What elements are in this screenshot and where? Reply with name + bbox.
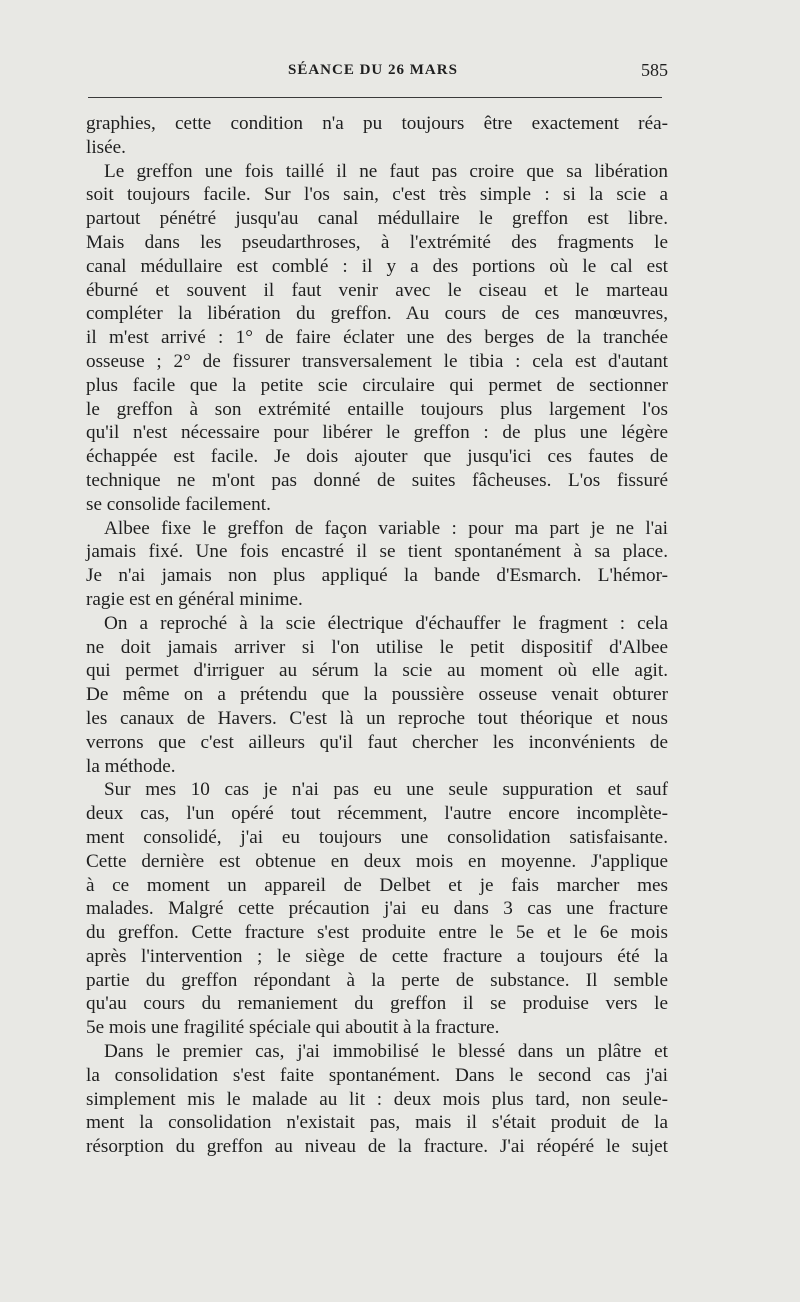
- text-line: à ce moment un appareil de Delbet et je fais marcher mes: [86, 874, 668, 896]
- text-line: éburné et souvent il faut venir avec le ciseau et le marteau: [86, 279, 668, 301]
- text-line: malades. Malgré cette précaution j'ai eu dans 3 cas une fracture: [86, 898, 668, 920]
- paragraph: [86, 1040, 668, 1159]
- text-line: ment la consolidation n'existait pas, mais il s'était produit de la: [86, 1112, 668, 1134]
- header-rule: [88, 97, 662, 98]
- page-header: [88, 62, 668, 86]
- text-line: De même on a prétendu que la poussière osseuse venait obturer: [86, 684, 668, 706]
- text-line: Mais dans les pseudarthroses, à l'extrémité des fragments le: [86, 231, 668, 253]
- body-text: [86, 112, 668, 1159]
- text-line: Sur mes 10 cas je n'ai pas eu une seule suppuration et sauf: [104, 779, 668, 801]
- text-line: résorption du greffon au niveau de la fracture. J'ai réopéré le sujet: [86, 1136, 668, 1158]
- text-line: qui permet d'irriguer au sérum la scie au moment où elle agit.: [86, 660, 668, 682]
- text-line: Cette dernière est obtenue en deux mois en moyenne. J'applique: [86, 850, 668, 872]
- page-number: 585: [641, 60, 668, 80]
- text-line: soit toujours facile. Sur l'os sain, c'est très simple : si la scie a: [86, 184, 668, 206]
- text-line: échappée est facile. Je dois ajouter que jusqu'ici ces fautes de: [86, 446, 668, 468]
- text-line: ragie est en général minime.: [86, 588, 303, 610]
- paragraph: [86, 112, 668, 160]
- text-line: simplement mis le malade au lit : deux mois plus tard, non seule-: [86, 1088, 668, 1110]
- paragraph: [86, 778, 668, 1040]
- text-line: partie du greffon répondant à la perte de substance. Il semble: [86, 969, 668, 991]
- text-line: ment consolidé, j'ai eu toujours une consolidation satisfaisante.: [86, 826, 668, 848]
- text-line: jamais fixé. Une fois encastré il se tient spontanément à sa place.: [86, 541, 668, 563]
- text-line: Le greffon une fois taillé il ne faut pas croire que sa libération: [104, 160, 668, 182]
- text-line: deux cas, l'un opéré tout récemment, l'autre encore incomplète-: [86, 803, 668, 825]
- running-title: SÉANCE DU 26 MARS: [288, 62, 458, 78]
- text-line: les canaux de Havers. C'est là un reproche tout théorique et nous: [86, 707, 668, 729]
- text-line: la méthode.: [86, 755, 176, 777]
- text-line: verrons que c'est ailleurs qu'il faut chercher les inconvénients de: [86, 731, 668, 753]
- text-line: lisée.: [86, 136, 126, 158]
- text-line: graphies, cette condition n'a pu toujours être exactement réa-: [86, 113, 668, 134]
- paragraph: [86, 160, 668, 517]
- text-line: 5e mois une fragilité spéciale qui aboutit à la fracture.: [86, 1017, 500, 1039]
- text-line: du greffon. Cette fracture s'est produite entre le 5e et le 6e mois: [86, 922, 668, 944]
- text-line: osseuse ; 2° de fissurer transversalement le tibia : cela est d'autant: [86, 350, 668, 372]
- text-line: plus facile que la petite scie circulaire qui permet de sectionner: [86, 374, 668, 396]
- text-line: canal médullaire est comblé : il y a des portions où le cal est: [86, 255, 668, 277]
- paragraph: [86, 517, 668, 612]
- text-line: qu'il n'est nécessaire pour libérer le greffon : de plus une légère: [86, 422, 668, 444]
- text-line: partout pénétré jusqu'au canal médullaire le greffon est libre.: [86, 208, 668, 230]
- paragraph: [86, 612, 668, 779]
- text-line: technique ne m'ont pas donné de suites fâcheuses. L'os fissuré: [86, 469, 668, 491]
- text-line: le greffon à son extrémité entaille toujours plus largement l'os: [86, 398, 668, 420]
- text-line: après l'intervention ; le siège de cette fracture a toujours été la: [86, 945, 668, 967]
- text-line: qu'au cours du remaniement du greffon il se produise vers le: [86, 993, 668, 1015]
- text-line: On a reproché à la scie électrique d'échauffer le fragment : cela: [104, 612, 668, 634]
- text-line: ne doit jamais arriver si l'on utilise le petit dispositif d'Albee: [86, 636, 668, 658]
- text-line: compléter la libération du greffon. Au cours de ces manœuvres,: [86, 303, 668, 325]
- text-line: il m'est arrivé : 1° de faire éclater une des berges de la tranchée: [86, 327, 668, 349]
- text-line: se consolide facilement.: [86, 493, 271, 515]
- text-line: Je n'ai jamais non plus appliqué la bande d'Esmarch. L'hémor-: [86, 565, 668, 587]
- text-line: Albee fixe le greffon de façon variable : pour ma part je ne l'ai: [104, 517, 668, 539]
- text-line: Dans le premier cas, j'ai immobilisé le blessé dans un plâtre et: [104, 1041, 668, 1063]
- text-line: la consolidation s'est faite spontanément. Dans le second cas j'ai: [86, 1064, 668, 1086]
